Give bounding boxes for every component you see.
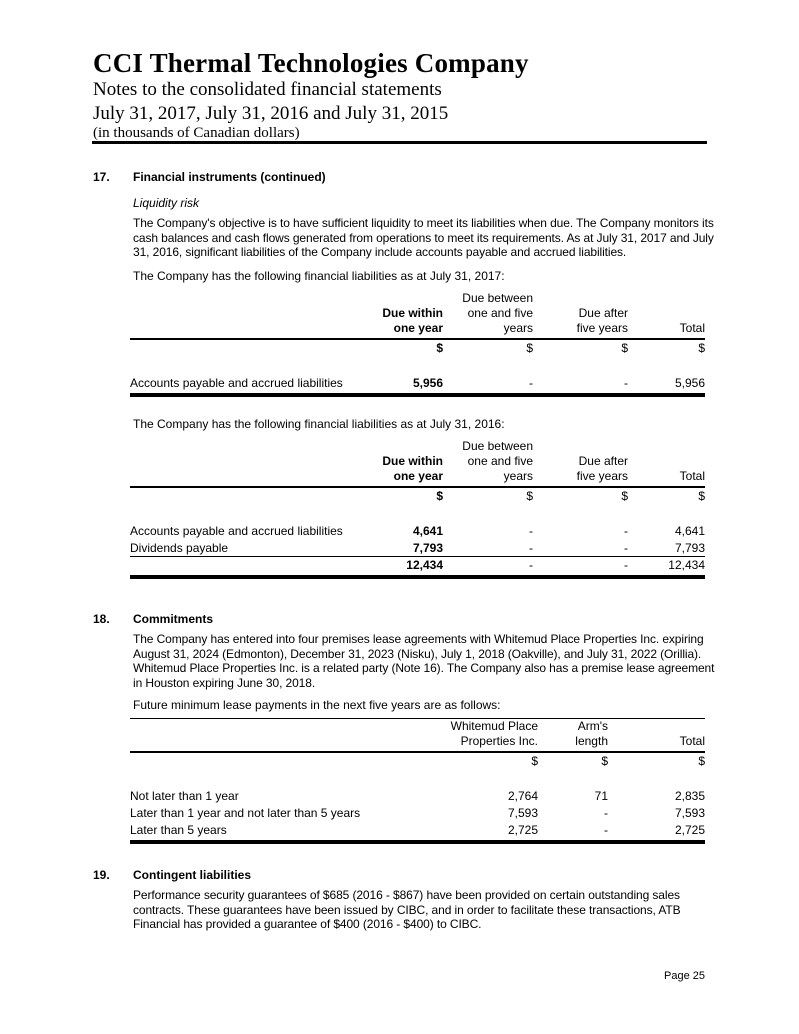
- dollar-sign: $: [621, 340, 628, 355]
- dollar-sign: $: [436, 340, 443, 355]
- row-label: Dividends payable: [130, 540, 229, 555]
- value-after-five: -: [624, 375, 628, 390]
- currency-row: [130, 487, 705, 504]
- value-whitemud: 7,593: [507, 806, 538, 821]
- table-header-row: [130, 439, 705, 487]
- section-number: 18.: [93, 612, 110, 626]
- value-arms-length: 71: [594, 789, 608, 804]
- document-date-line: July 31, 2017, July 31, 2016 and July 31, 2015: [93, 103, 449, 124]
- total-one-to-five: -: [443, 557, 533, 574]
- col-header-due-after: Due after five years: [533, 291, 628, 339]
- row-label: Later than 1 year and not later than 5 years: [130, 806, 361, 821]
- liquidity-risk-subheading: Liquidity risk: [133, 196, 200, 210]
- value-due-within: 4,641: [412, 523, 443, 538]
- section-title: Financial instruments (continued): [133, 170, 326, 184]
- dollar-sign: $: [621, 488, 628, 503]
- table-row: [130, 540, 705, 557]
- liquidity-risk-paragraph: The Company's objective is to have sufficient liquidity to meet its liabilities when due. The Company monitors its cash balances and cash flows generated from operations to meet its requirements. As at July 31, 2017 and July 31, 2016, significant liabilities of the Company include accounts payable and accrued liabilities.: [133, 216, 714, 260]
- dollar-sign: $: [531, 754, 538, 769]
- col-header-due-between: Due between one and five years: [443, 439, 533, 487]
- header-divider: [92, 141, 707, 144]
- document-currency-note: (in thousands of Canadian dollars): [93, 125, 300, 141]
- value-whitemud: 2,725: [507, 823, 538, 838]
- value-total: 7,793: [674, 540, 705, 555]
- commitments-paragraph: The Company has entered into four premises lease agreements with Whitemud Place Properties Inc. expiring August 31, 2024 (Edmonton), December 31, 2023 (Nisku), July 1, 2018 (Oakville), and July 31, 2022 (Orillia). Whitemud Place Properties Inc. is a related party (Note 16). The Company also has a premise lease agreement in Houston expiring June 30, 2018.: [133, 632, 715, 690]
- value-after-five: -: [624, 540, 628, 555]
- page-number: Page 25: [664, 970, 705, 982]
- section-contingent-liabilities: [93, 868, 715, 932]
- dollar-sign: $: [526, 340, 533, 355]
- row-label: Later than 5 years: [130, 823, 227, 838]
- value-total: 5,956: [674, 375, 705, 390]
- table-row: [130, 822, 705, 839]
- dollar-sign: $: [698, 340, 705, 355]
- value-after-five: -: [624, 523, 628, 538]
- table-row: [130, 788, 705, 805]
- row-label: Accounts payable and accrued liabilities: [130, 523, 343, 538]
- total-total: 12,434: [628, 557, 705, 574]
- section-number: 19.: [93, 868, 110, 882]
- dollar-sign: $: [698, 754, 705, 769]
- col-header-whitemud: Whitemud Place Properties Inc.: [418, 719, 538, 753]
- section-body: [133, 868, 715, 932]
- value-arms-length: -: [604, 823, 608, 838]
- table-bottom-rule: [130, 575, 705, 579]
- dollar-sign: $: [526, 488, 533, 503]
- table-row: [130, 523, 705, 540]
- section-number: 17.: [93, 170, 110, 184]
- dollar-sign: $: [698, 488, 705, 503]
- section-commitments: [93, 612, 715, 844]
- value-total: 2,835: [674, 789, 705, 804]
- col-header-due-between: Due between one and five years: [443, 291, 533, 339]
- value-due-within: 5,956: [412, 375, 443, 390]
- currency-row: [130, 752, 705, 769]
- document-header: [93, 48, 529, 141]
- table-bottom-rule: [130, 840, 705, 844]
- liabilities-2016-table: [130, 439, 705, 574]
- section-title: Contingent liabilities: [133, 868, 252, 882]
- section-title: Commitments: [133, 612, 214, 626]
- value-whitemud: 2,764: [507, 789, 538, 804]
- col-header-total: Total: [608, 719, 705, 753]
- value-due-within: 7,793: [412, 540, 443, 555]
- currency-row: [130, 339, 705, 356]
- col-header-total: Total: [628, 291, 705, 339]
- liabilities-2017-table: [130, 291, 705, 392]
- table-row: [130, 805, 705, 822]
- row-label: Accounts payable and accrued liabilities: [130, 375, 343, 390]
- section-body: [130, 612, 715, 844]
- table-2017-intro: The Company has the following financial liabilities as at July 31, 2017:: [133, 268, 505, 283]
- table-total-row: [130, 557, 705, 574]
- section-body: [130, 170, 715, 579]
- lease-table-intro: Future minimum lease payments in the next five years are as follows:: [133, 698, 501, 713]
- col-header-total: Total: [628, 439, 705, 487]
- dollar-sign: $: [436, 488, 443, 503]
- table-bottom-rule: [130, 393, 705, 397]
- value-one-to-five: -: [529, 540, 533, 555]
- table-row: [130, 375, 705, 392]
- value-arms-length: -: [604, 806, 608, 821]
- table-header-row: [130, 291, 705, 339]
- contingent-liabilities-paragraph: Performance security guarantees of $685 (2016 - $867) have been provided on certain outstanding sales contracts. These guarantees have been issued by CIBC, and in order to facilitate these transactions, ATB Financial has provided a guarantee of $400 (2016 - $400) to CIBC.: [133, 888, 681, 932]
- value-total: 7,593: [674, 806, 705, 821]
- total-after-five: -: [533, 557, 628, 574]
- section-financial-instruments: [93, 170, 715, 579]
- value-one-to-five: -: [529, 523, 533, 538]
- table-2016-intro: The Company has the following financial liabilities as at July 31, 2016:: [133, 416, 505, 431]
- row-label: Not later than 1 year: [130, 789, 239, 804]
- col-header-due-within: Due within one year: [368, 439, 443, 487]
- dollar-sign: $: [601, 754, 608, 769]
- lease-payments-table: [130, 718, 705, 839]
- value-one-to-five: -: [529, 375, 533, 390]
- table-header-row: [130, 719, 705, 753]
- value-total: 2,725: [674, 823, 705, 838]
- col-header-due-within: Due within one year: [368, 291, 443, 339]
- company-title: CCI Thermal Technologies Company: [93, 48, 529, 78]
- col-header-arms-length: Arm's length: [538, 719, 608, 753]
- document-subtitle: Notes to the consolidated financial statements: [93, 79, 442, 100]
- col-header-due-after: Due after five years: [533, 439, 628, 487]
- value-total: 4,641: [674, 523, 705, 538]
- total-due-within: 12,434: [368, 557, 443, 574]
